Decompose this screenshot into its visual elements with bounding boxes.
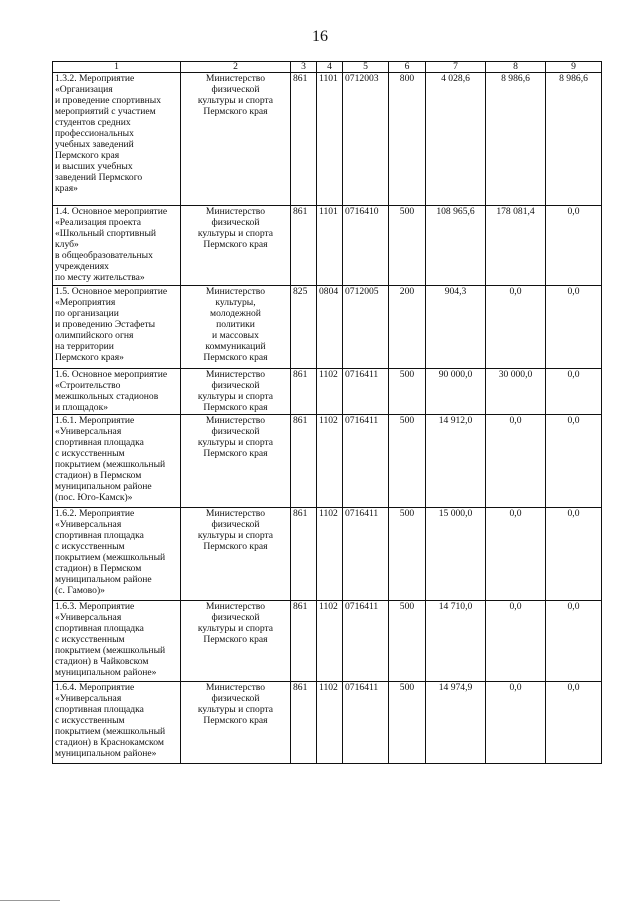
amount-col-8: 0,0 (486, 682, 546, 764)
responsible-org: Министерство физической культуры и спорта Пермского края (181, 73, 291, 206)
amount-col-8: 0,0 (486, 508, 546, 601)
col-header-8: 8 (486, 62, 546, 73)
amount-col-9: 0,0 (546, 415, 602, 508)
amount-col-9: 0,0 (546, 682, 602, 764)
col-header-7: 7 (426, 62, 486, 73)
responsible-org: Министерство физической культуры и спорта Пермского края (181, 601, 291, 682)
amount-col-9: 0,0 (546, 601, 602, 682)
section-code: 1102 (317, 415, 343, 508)
section-code: 1102 (317, 369, 343, 415)
col-header-2: 2 (181, 62, 291, 73)
expense-type-code: 500 (389, 415, 426, 508)
table-row (53, 601, 602, 682)
table-row (53, 682, 602, 764)
header-row (53, 62, 602, 73)
ministry-code: 861 (291, 682, 317, 764)
target-article-code: 0716411 (343, 508, 389, 601)
page-number: 16 (312, 28, 328, 45)
measure-name: 1.5. Основное мероприятие «Мероприятия по организации и проведению Эстафеты олимпийского огня на территории Пермского края» (53, 286, 181, 369)
target-article-code: 0716411 (343, 369, 389, 415)
expense-type-code: 200 (389, 286, 426, 369)
col-header-5: 5 (343, 62, 389, 73)
responsible-org: Министерство физической культуры и спорта Пермского края (181, 206, 291, 286)
expense-type-code: 500 (389, 601, 426, 682)
measure-name: 1.6.3. Мероприятие «Универсальная спортивная площадка с искусственным покрытием (межшкольный стадион) в Чайковском муниципальном районе» (53, 601, 181, 682)
section-code: 1101 (317, 206, 343, 286)
section-code: 1102 (317, 682, 343, 764)
ministry-code: 861 (291, 73, 317, 206)
ministry-code: 861 (291, 206, 317, 286)
ministry-code: 861 (291, 415, 317, 508)
amount-col-7: 108 965,6 (426, 206, 486, 286)
table-row (53, 369, 602, 415)
measure-name: 1.6.1. Мероприятие «Универсальная спортивная площадка с искусственным покрытием (межшкольный стадион) в Пермском муниципальном районе (пос. Юго-Камск)» (53, 415, 181, 508)
table-row (53, 73, 602, 206)
target-article-code: 0716411 (343, 601, 389, 682)
table-row (53, 415, 602, 508)
responsible-org: Министерство физической культуры и спорта Пермского края (181, 682, 291, 764)
measure-name: 1.3.2. Мероприятие «Организация и проведение спортивных мероприятий с участием студентов средних профессиональных учебных заведений Пермского края и высших учебных заведений Пермского края» (53, 73, 181, 206)
col-header-4: 4 (317, 62, 343, 73)
amount-col-9: 0,0 (546, 369, 602, 415)
col-header-1: 1 (53, 62, 181, 73)
amount-col-9: 0,0 (546, 206, 602, 286)
amount-col-8: 178 081,4 (486, 206, 546, 286)
responsible-org: Министерство физической культуры и спорта Пермского края (181, 415, 291, 508)
col-header-6: 6 (389, 62, 426, 73)
expense-type-code: 500 (389, 682, 426, 764)
col-header-3: 3 (291, 62, 317, 73)
expense-type-code: 500 (389, 206, 426, 286)
amount-col-8: 0,0 (486, 286, 546, 369)
amount-col-7: 904,3 (426, 286, 486, 369)
measure-name: 1.6. Основное мероприятие «Строительство межшкольных стадионов и площадок» (53, 369, 181, 415)
section-code: 1101 (317, 73, 343, 206)
table-row (53, 286, 602, 369)
col-header-9: 9 (546, 62, 602, 73)
measure-name: 1.6.4. Мероприятие «Универсальная спортивная площадка с искусственным покрытием (межшкольный стадион) в Краснокамском муниципальном районе» (53, 682, 181, 764)
budget-table (52, 61, 602, 764)
amount-col-8: 30 000,0 (486, 369, 546, 415)
target-article-code: 0712003 (343, 73, 389, 206)
expense-type-code: 500 (389, 508, 426, 601)
amount-col-9: 0,0 (546, 286, 602, 369)
ministry-code: 861 (291, 601, 317, 682)
amount-col-8: 0,0 (486, 601, 546, 682)
amount-col-8: 8 986,6 (486, 73, 546, 206)
target-article-code: 0716411 (343, 682, 389, 764)
amount-col-7: 14 710,0 (426, 601, 486, 682)
expense-type-code: 800 (389, 73, 426, 206)
responsible-org: Министерство физической культуры и спорта Пермского края (181, 508, 291, 601)
target-article-code: 0712005 (343, 286, 389, 369)
amount-col-7: 90 000,0 (426, 369, 486, 415)
responsible-org: Министерство физической культуры и спорта Пермского края (181, 369, 291, 415)
expense-type-code: 500 (389, 369, 426, 415)
amount-col-7: 4 028,6 (426, 73, 486, 206)
target-article-code: 0716410 (343, 206, 389, 286)
section-code: 1102 (317, 601, 343, 682)
scan-artifact-line (0, 900, 60, 901)
amount-col-7: 14 912,0 (426, 415, 486, 508)
amount-col-7: 14 974,9 (426, 682, 486, 764)
responsible-org: Министерство культуры, молодежной политики и массовых коммуникаций Пермского края (181, 286, 291, 369)
amount-col-7: 15 000,0 (426, 508, 486, 601)
measure-name: 1.4. Основное мероприятие «Реализация проекта «Школьный спортивный клуб» в общеобразовательных учреждениях по месту жительства» (53, 206, 181, 286)
ministry-code: 861 (291, 508, 317, 601)
section-code: 0804 (317, 286, 343, 369)
amount-col-9: 0,0 (546, 508, 602, 601)
amount-col-8: 0,0 (486, 415, 546, 508)
ministry-code: 825 (291, 286, 317, 369)
target-article-code: 0716411 (343, 415, 389, 508)
section-code: 1102 (317, 508, 343, 601)
table-row (53, 508, 602, 601)
amount-col-9: 8 986,6 (546, 73, 602, 206)
table-row (53, 206, 602, 286)
ministry-code: 861 (291, 369, 317, 415)
measure-name: 1.6.2. Мероприятие «Универсальная спортивная площадка с искусственным покрытием (межшкольный стадион) в Пермском муниципальном районе (с. Гамово)» (53, 508, 181, 601)
